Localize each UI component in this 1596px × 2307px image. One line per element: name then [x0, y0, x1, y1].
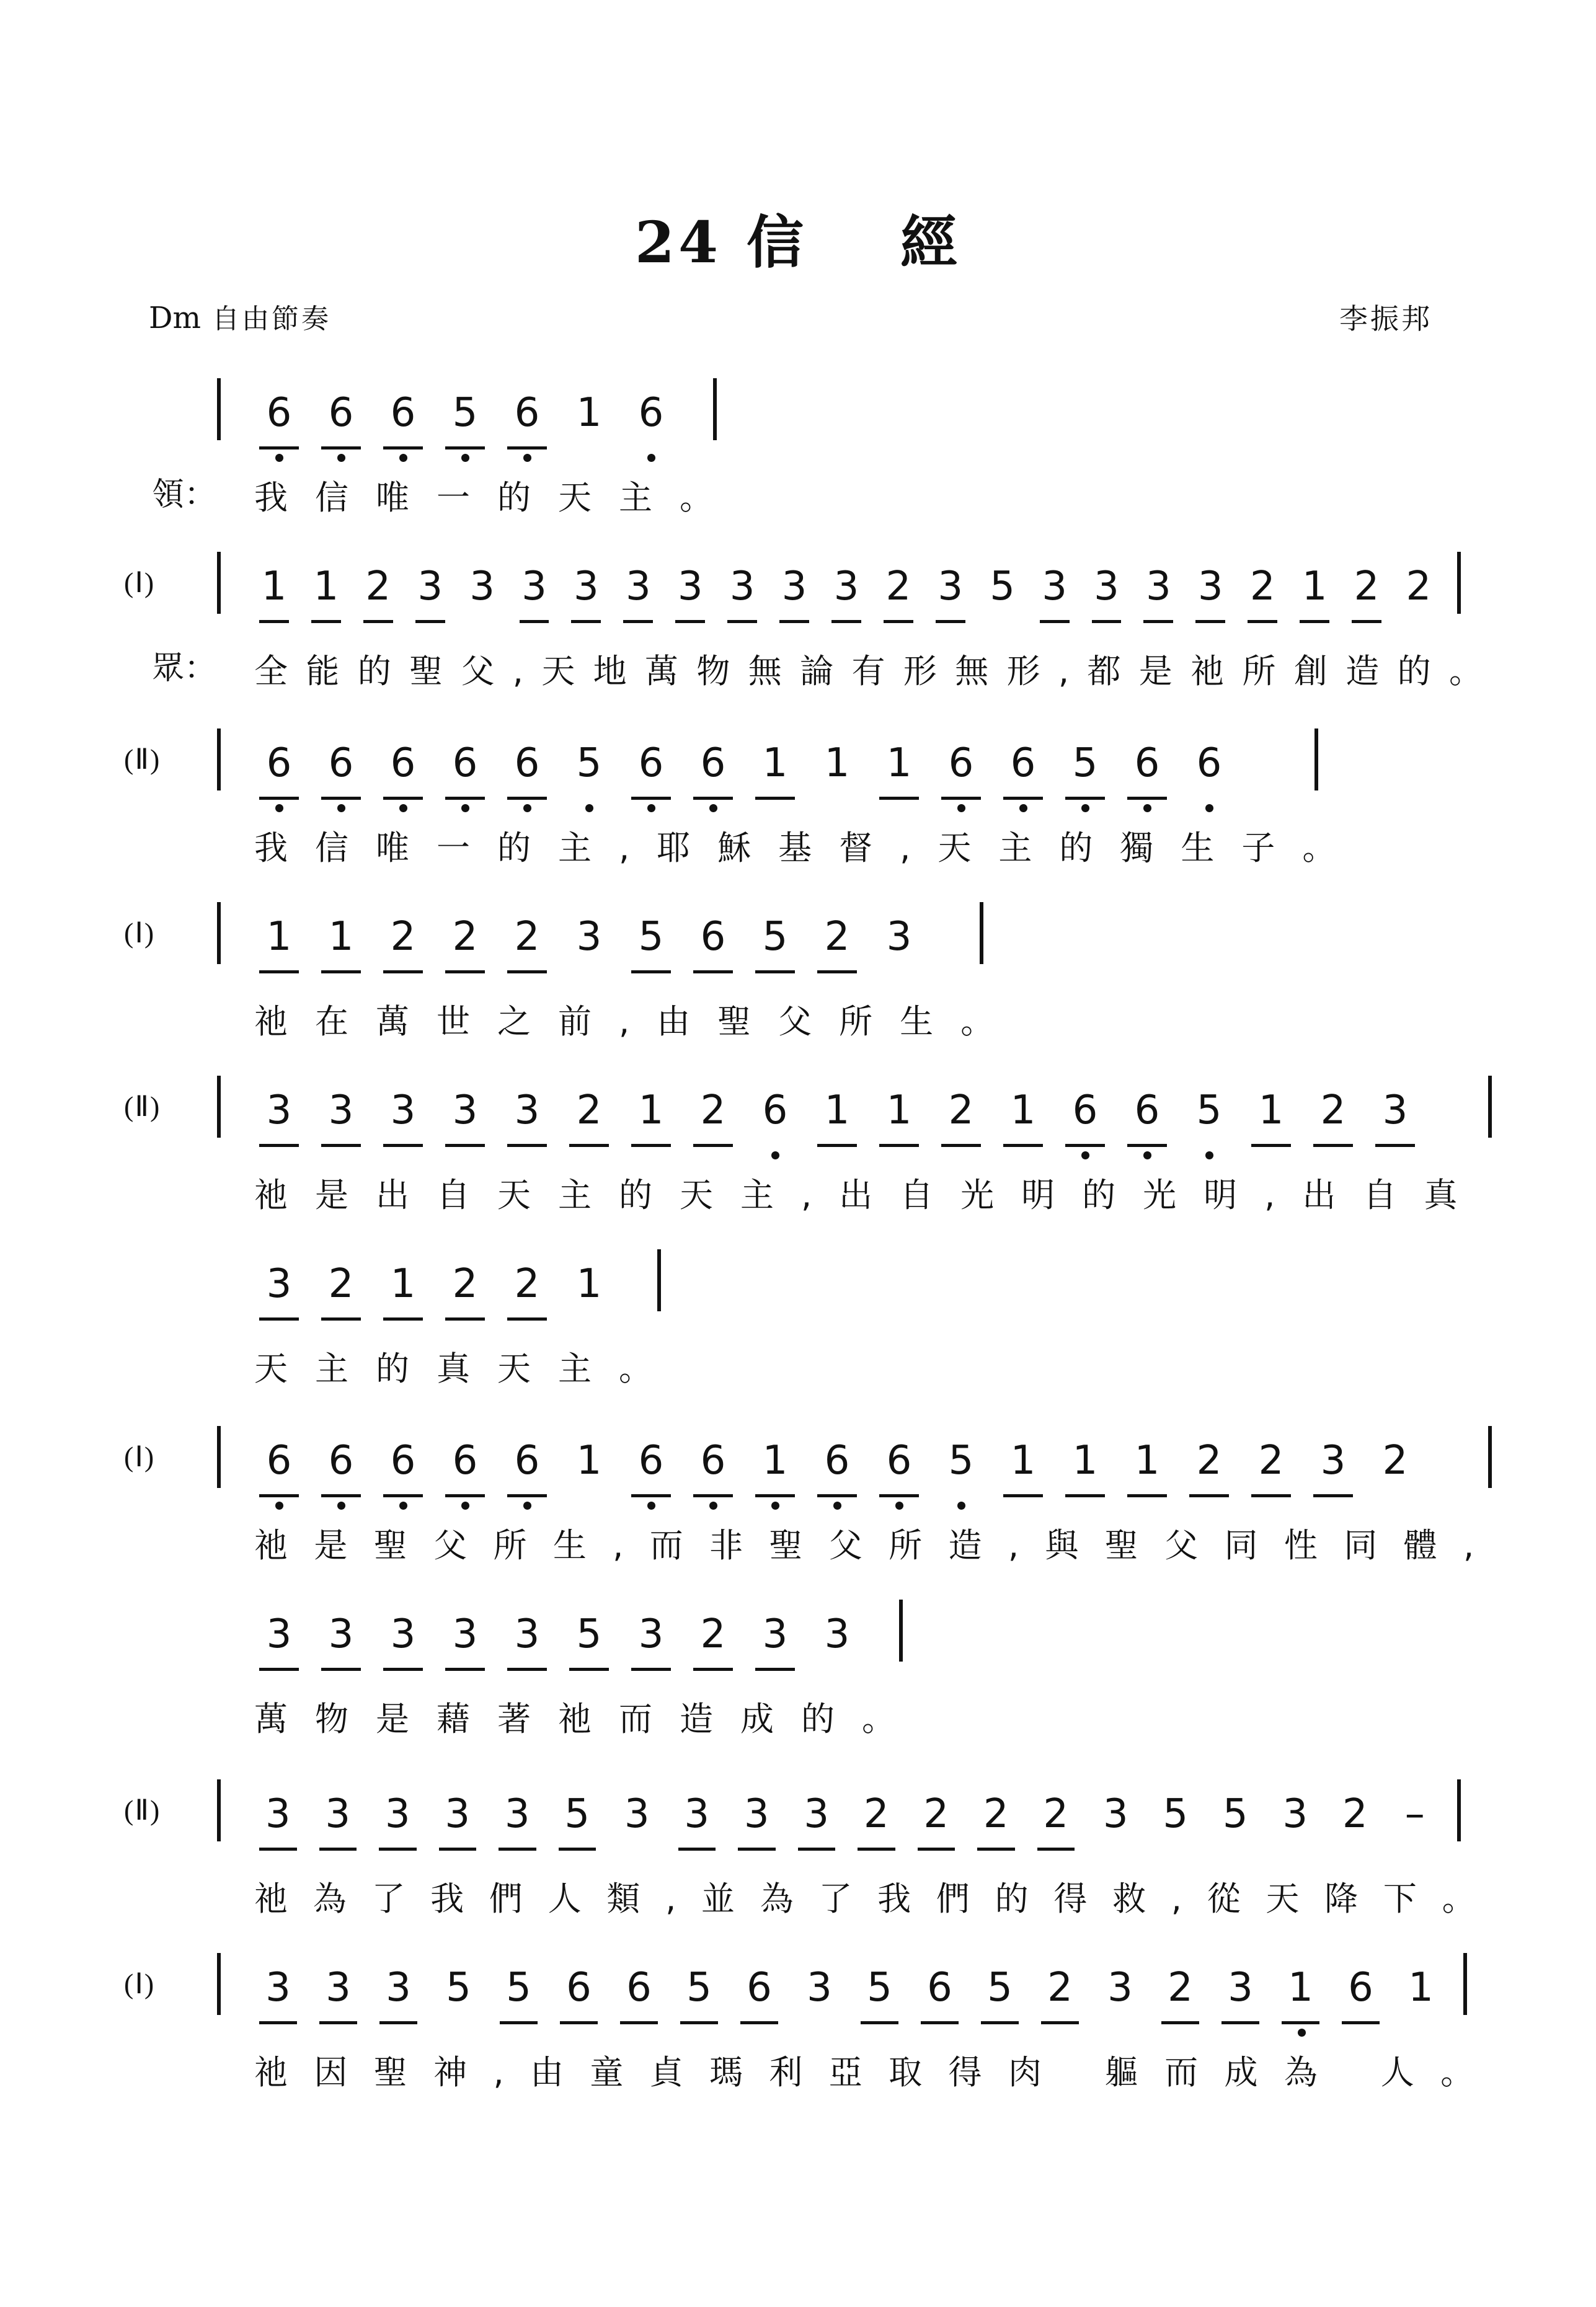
note: 3	[368, 1786, 428, 1860]
note: 3	[428, 1786, 488, 1860]
tempo-mode: 自由節奏	[212, 303, 331, 335]
note: 1	[744, 1432, 806, 1507]
note: 6	[372, 1432, 434, 1507]
note: 3	[1107, 1965, 1133, 2011]
note: 3	[487, 1786, 548, 1860]
note: 6	[310, 735, 372, 809]
note: 1	[248, 558, 300, 632]
section-tag: (Ⅰ)	[124, 567, 156, 598]
start-barline	[217, 378, 221, 440]
note: 3	[886, 914, 912, 960]
note: 1	[576, 390, 602, 436]
note: 3	[787, 1786, 847, 1860]
note: 1	[1408, 1965, 1434, 2011]
end-barline	[1488, 1426, 1492, 1488]
section-tag: (Ⅰ)	[124, 1441, 156, 1472]
note: 3	[1132, 558, 1184, 632]
note: 1	[824, 740, 850, 786]
note: 2	[434, 1255, 496, 1330]
note: 2	[1026, 1786, 1086, 1860]
note: 6	[549, 1959, 609, 2034]
note: 2	[1382, 1438, 1408, 1484]
note: 3	[248, 1082, 310, 1156]
note: 6	[992, 735, 1054, 809]
note: 5	[446, 1965, 471, 2011]
note: 1	[372, 1255, 434, 1330]
note: 3	[434, 1082, 496, 1156]
tonality: Dm	[149, 301, 201, 335]
note: 5	[558, 735, 620, 809]
note: 6	[1054, 1082, 1116, 1156]
note: 6	[496, 1432, 558, 1507]
note: 5	[669, 1959, 729, 2034]
end-barline	[657, 1249, 661, 1311]
note: 3	[824, 1611, 850, 1657]
note: 1	[248, 908, 310, 983]
note: 3	[248, 1255, 310, 1330]
composer: 李振邦	[1339, 302, 1432, 335]
section-tag: (Ⅰ)	[124, 917, 156, 949]
page-title	[0, 197, 1596, 279]
end-barline	[713, 378, 717, 440]
note: 5	[990, 564, 1015, 609]
note: 3	[727, 1786, 787, 1860]
note: 2	[558, 1082, 620, 1156]
note: 5	[1178, 1082, 1240, 1156]
note: 5	[620, 908, 682, 983]
notation-line	[248, 1606, 868, 1680]
note: 3	[310, 1082, 372, 1156]
note: 3	[576, 914, 602, 960]
note: 2	[907, 1786, 967, 1860]
note: 5	[558, 1606, 620, 1680]
note: 6	[620, 1432, 682, 1507]
note: 6	[1116, 1082, 1178, 1156]
note: 2	[846, 1786, 907, 1860]
note: 5	[548, 1786, 608, 1860]
section-tag: (Ⅱ)	[124, 1091, 161, 1122]
note: 6	[248, 384, 310, 459]
note: 3	[469, 564, 495, 609]
note: 2	[682, 1606, 744, 1680]
note: 1	[1054, 1432, 1116, 1507]
note: 2	[1150, 1959, 1210, 2034]
note: 3	[434, 1606, 496, 1680]
note: 6	[434, 1432, 496, 1507]
lyric-line: 天主的真天主。	[254, 1349, 680, 1388]
note: 3	[248, 1786, 308, 1860]
notation-line	[248, 1432, 1426, 1507]
note: 6	[496, 735, 558, 809]
note: 3	[248, 1606, 310, 1680]
note: 1	[576, 1261, 602, 1307]
section-tag: (Ⅰ)	[124, 1968, 156, 1999]
section-tag: (Ⅱ)	[124, 743, 161, 775]
note: 3	[496, 1606, 558, 1680]
end-barline	[899, 1600, 903, 1662]
section-tag: (Ⅱ)	[124, 1794, 161, 1826]
note: 6	[609, 1959, 669, 2034]
note: 1	[576, 1438, 602, 1484]
note: 2	[1030, 1959, 1090, 2034]
note: 6	[682, 908, 744, 983]
note: 3	[716, 558, 768, 632]
note: 3	[368, 1959, 428, 2034]
lyric-line: 我信唯一的主,耶穌基督,天主的獨生子。	[254, 828, 1363, 867]
start-barline	[217, 902, 221, 964]
note: 5	[970, 1959, 1030, 2034]
note: 3	[620, 1606, 682, 1680]
note: 6	[372, 735, 434, 809]
lyric-line: 祂為了我們人類,並為了我們的得救,從天降下。	[254, 1879, 1501, 1918]
note: 3	[612, 558, 664, 632]
note: 2	[930, 1082, 992, 1156]
key-signature	[149, 296, 331, 336]
lyric-line: 祂是出自天主的天主,出自光明的光明,出自真	[254, 1176, 1485, 1215]
note: 5	[1054, 735, 1116, 809]
note: 2	[310, 1255, 372, 1330]
note: 6	[620, 384, 682, 459]
note: 2	[1240, 1432, 1302, 1507]
note: 2	[434, 908, 496, 983]
note: 3	[667, 1786, 727, 1860]
note: 2	[1341, 558, 1393, 632]
hymn-number: 24	[634, 209, 722, 276]
note: 6	[744, 1082, 806, 1156]
note: 5	[744, 908, 806, 983]
note: 3	[404, 558, 456, 632]
start-barline	[217, 1426, 221, 1488]
note: 5	[1163, 1791, 1189, 1837]
note: 3	[924, 558, 977, 632]
note: 3	[308, 1786, 368, 1860]
notation-line	[248, 1082, 1426, 1156]
note: 3	[1282, 1791, 1308, 1837]
note: 6	[496, 384, 558, 459]
note: 1	[868, 1082, 930, 1156]
end-barline	[980, 902, 983, 964]
start-barline	[217, 728, 221, 790]
lyric-line: 萬物是藉著祂而造成的。	[254, 1699, 923, 1738]
note: 1	[1270, 1959, 1331, 2034]
note: 6	[1116, 735, 1178, 809]
note: 6	[248, 1432, 310, 1507]
note: 3	[1184, 558, 1236, 632]
note: 6	[930, 735, 992, 809]
note: 1	[1116, 1432, 1178, 1507]
note: 3	[1102, 1791, 1128, 1837]
note: 6	[620, 735, 682, 809]
note: 6	[806, 1432, 868, 1507]
note: 3	[310, 1606, 372, 1680]
note: 2	[1236, 558, 1288, 632]
note: 2	[1302, 1082, 1364, 1156]
note: 1	[744, 735, 806, 809]
note: 1	[300, 558, 352, 632]
note: 3	[560, 558, 612, 632]
note: 2	[872, 558, 924, 632]
note: 6	[434, 735, 496, 809]
note: 2	[682, 1082, 744, 1156]
note: 1	[1288, 558, 1341, 632]
note: 6	[682, 735, 744, 809]
start-barline	[217, 1779, 221, 1841]
note: 1	[620, 1082, 682, 1156]
end-barline	[1488, 1076, 1492, 1138]
note: 3	[248, 1959, 308, 2034]
note: 5	[489, 1959, 549, 2034]
end-barline	[1463, 1953, 1467, 2015]
lyric-line: 我信唯一的天主。	[254, 478, 740, 517]
note: 2	[1406, 564, 1432, 609]
note: 3	[664, 558, 716, 632]
note: 5	[930, 1432, 992, 1507]
note: 1	[868, 735, 930, 809]
note: 6	[868, 1432, 930, 1507]
start-barline	[217, 1953, 221, 2015]
note: 3	[508, 558, 561, 632]
note: 6	[910, 1959, 970, 2034]
lyric-line: 祂是聖父所生,而非聖父所造,與聖父同性同體,	[254, 1526, 1501, 1565]
end-barline	[1314, 728, 1318, 790]
note: 2	[806, 908, 868, 983]
note: 2	[1342, 1791, 1368, 1837]
end-barline	[1457, 552, 1461, 614]
note: 5	[434, 384, 496, 459]
note: 3	[1029, 558, 1081, 632]
note: 6	[682, 1432, 744, 1507]
note: 1	[992, 1082, 1054, 1156]
note: 5	[849, 1959, 910, 2034]
notation-line	[248, 1255, 620, 1330]
note: 3	[496, 1082, 558, 1156]
start-barline	[217, 552, 221, 614]
lyric-line: 祂在萬世之前,由聖父所生。	[254, 1002, 1022, 1041]
note: 3	[1081, 558, 1133, 632]
note: 3	[1364, 1082, 1426, 1156]
lyric-line: 全能的聖父,天地萬物無論有形無形,都是祂所創造的。	[254, 652, 1501, 691]
note: 6	[372, 384, 434, 459]
note: 2	[496, 1255, 558, 1330]
role-label: 眾：	[152, 650, 217, 687]
note: 3	[744, 1606, 806, 1680]
note: 3	[1210, 1959, 1270, 2034]
note: 3	[807, 1965, 832, 2011]
notation-line	[248, 558, 1445, 632]
note: 3	[372, 1082, 434, 1156]
role-label: 領：	[152, 476, 217, 513]
note: 3	[820, 558, 872, 632]
note: 2	[1178, 1432, 1240, 1507]
end-barline	[1457, 1779, 1461, 1841]
note: 1	[1240, 1082, 1302, 1156]
note: 1	[310, 908, 372, 983]
note: 2	[352, 558, 404, 632]
note: 3	[768, 558, 820, 632]
notation-line	[248, 1959, 1451, 2034]
note: 6	[1331, 1959, 1391, 2034]
note: 3	[624, 1791, 650, 1837]
note: 3	[372, 1606, 434, 1680]
note: 6	[1178, 735, 1240, 809]
note: 6	[310, 1432, 372, 1507]
note: 3	[308, 1959, 368, 2034]
note: 2	[496, 908, 558, 983]
note: 6	[310, 384, 372, 459]
title-char-1: 信	[747, 209, 808, 276]
note: 1	[806, 1082, 868, 1156]
note: –	[1404, 1791, 1425, 1837]
lyric-line: 祂因聖神,由童貞瑪利亞取得肉 軀而成為 人。	[254, 2053, 1501, 2092]
note: 6	[248, 735, 310, 809]
notation-line	[248, 735, 1240, 809]
notation-line	[248, 1786, 1445, 1860]
title-char-2: 經	[900, 209, 962, 276]
notation-line	[248, 384, 682, 459]
note: 2	[966, 1786, 1026, 1860]
note: 5	[1222, 1791, 1248, 1837]
note: 2	[372, 908, 434, 983]
start-barline	[217, 1076, 221, 1138]
note: 3	[1302, 1432, 1364, 1507]
note: 6	[729, 1959, 789, 2034]
note: 1	[992, 1432, 1054, 1507]
notation-line	[248, 908, 930, 983]
